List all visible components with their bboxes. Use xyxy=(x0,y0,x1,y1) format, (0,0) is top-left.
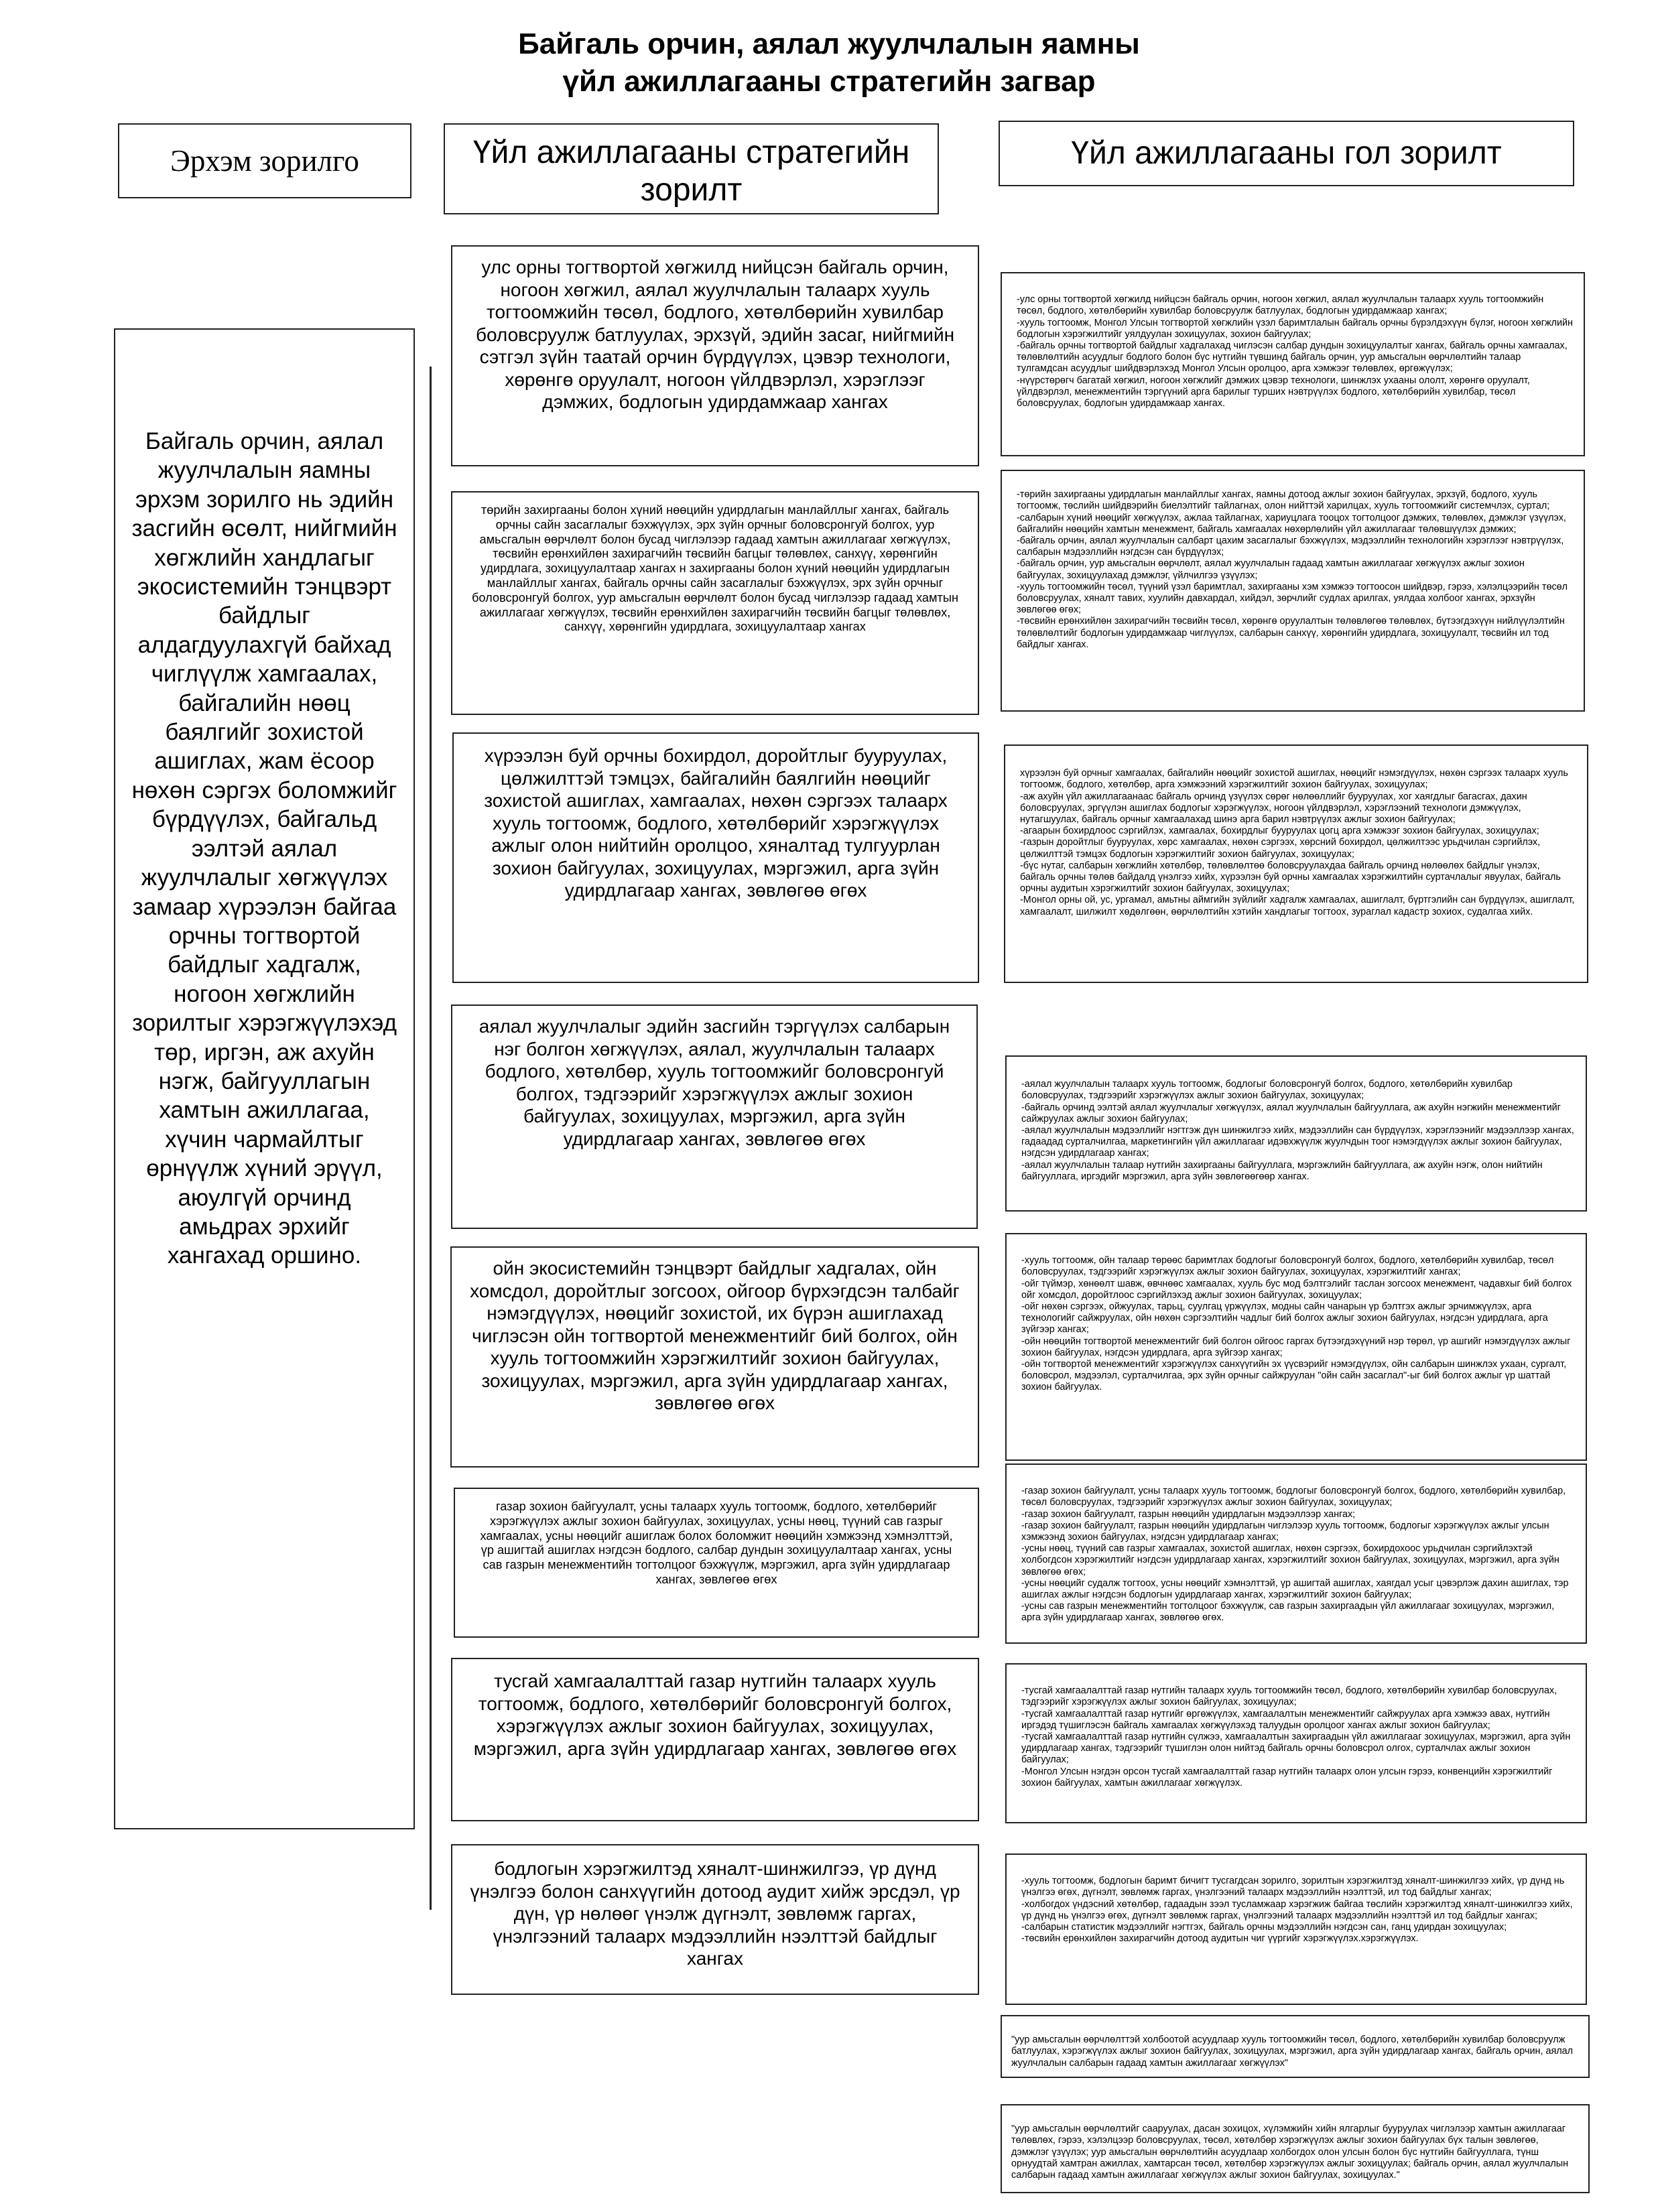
strategic-goal-box-7 xyxy=(451,1658,979,1821)
mission-header-label: Эрхэм зорилго xyxy=(170,144,359,178)
objective-text-5: -хууль тогтоомж, ойн талаар төрөөс баримтлах бодлогыг боловсронгуй болгох, бодлого, хөтөлбөрийн хувилбар, төсөл боловсруулах, тэдгээрийг хэрэгжүүлэх ажлыг зохион байгуулах, зохицуулах, хэрэгжилтийг хангах; -ойг түймэр, хөнөөлт шавж, өвчнөөс хамгаалах, хууль бус мод бэлтгэлийг таслан зогсоох менежмент, чадавхыг бий болгох ойг хомсдол, доройтлоос сэргийлэхэд ажлыг зохион байгуулах, зохицуулах; -ойг нөхөн сэргээх, ойжуулах, тарьц, суулгац үржүүлэх, модны сайн чанарын үр бэлтгэх ажлыг эрчимжүүлэх, арга технологийг сайжруулах, ойн нөхөн сэргээлтийн чадлыг бий болгох ажлыг зохион байгуулах, нэгдсэн удирдлага, арга зүйгээр хангах; -ойн нөөцийн тогтвортой менежментийг бий болгон ойгоос гаргах бүтээгдэхүүний нэр төрөл, үр ашгийг нэмэгдүүлэх ажлыг зохион байгуулах, нэгдсэн удирдлага, арга зүйгээр хангах; -ойн тогтвортой менежментийг хэрэгжүүлэх санхүүгийн эх үүсвэрийг нэмэгдүүлэх, ойн салбарын шинжлэх ухаан, сургалт, боловсрол, мэдээлэл, сурталчилгаа, эрх зүйн орчныг сайжруулан "ойн сайн засаглал"-ыг бий болгох ажлыг үр шаттай зохион байгуулах. xyxy=(1021,1255,1572,1393)
objective-text-6: -газар зохион байгуулалт, усны талаарх хууль тогтоомж, бодлогыг боловсронгуй болгох, бодлого, хөтөлбөрийн хувилбар, төсөл боловсруулах, тэдгээрийг хэрэгжүүлэх ажлыг зохион байгуулах, зохицуулах; -газар зохион байгуулалт, газрын нөөцийн удирдлагын мэдээллээр хангах; -газар зохион байгуулалт, газрын нөөцийн удирдлагын чиглэлээр хууль тогтоомж, бодлогыг хэрэгжүүлэх ажлыг улсын хэмжээнд зохион байгуулах, нэгдсэн удирдлагаар хангах; -усны нөөц, түүний сав газрыг хамгаалах, зохистой ашиглах, нөхөн сэргээх, бохирдохоос урьдчилан сэргийлэхтэй холбогдсон хэрэгжилтийг нэгдсэн удирдлагаар хангах, хэрэгжилтийг зохион байгуулах, зохицуулах, мэргэжил, арга зүйн зөвлөгөө өгөх; -усны нөөцийг судалж тогтоох, усны нөөцийг хэмнэлттэй, үр ашигтай ашиглах, хаягдал усыг цэвэрлэж дахин ашиглах, тэр ашиглах ажлыг нэгдсэн бодлогын удирдлагаар хангах, хэрэгжилтийг зохион байгуулах; -усны сав газрын менежментийн тогтолцоог бэхжүүлж, сав газрын захиргаадын үйл ажиллагааг зохицуулах, мэргэжил, арга зүйн удирдлагаар хангах, зөвлөгөө өгөх. xyxy=(1021,1486,1569,1624)
objective-box-6 xyxy=(1005,1463,1587,1644)
mission-statement-text: Байгаль орчин, аялал жуулчлалын яамны эрхэм зорилго нь эдийн засгийн өсөлт, нийгмийн хөгжлийн хандлагыг экосистемийн тэнцвэрт байдлыг алдагдуулахгүй байхад чиглүүлж хамгаалах, байгалийн нөөц баялгийг зохистой ашиглах, жам ёсоор нөхөн сэргэх боломжийг бүрдүүлэх, байгальд ээлтэй аялал жуулчлалыг хөгжүүлэх замаар хүрээлэн байгаа орчны тогтвортой байдлыг хадгалж, ногоон хөгжлийн зорилтыг хэрэгжүүлэхэд төр, иргэн, аж ахуйн нэгж, байгууллагын хамтын ажиллагаа, хүчин чармайлтыг өрнүүлж хүний эрүүл, аюулгүй орчинд амьдрах эрхийг хангахад оршино. xyxy=(131,428,397,1269)
climate-quote-text-2: "уур амьсгалын өөрчлөлтийг сааруулах, дасан зохицох, хүлэмжийн хийн ялгарлыг бууруулах чиглэлээр хамтын ажиллагааг төлөвлөх, гэрээ, хэлэлцээр боловсруулах, төсөл, хөтөлбөр хэрэгжүүлэх ажлыг зохион байгуулах бүх талын зөвлөгөө, дэмжлэг үзүүлэх; уур амьсгалын өөрчлөлтийн асуудлаар холбогдох олон улсын болон бүс нутгийн байгууллага, түнш орнуудтай хамтран ажиллах, хамтарсан төсөл, хөтөлбөр хэрэгжүүлэх ажлыг зохицуулах; байгаль орчин, аялал жуулчлалын салбарын гадаад хамтын ажиллагааг хөгжүүлэх ажлыг зохион байгуулах, зохицуулах." xyxy=(1011,2124,1569,2181)
strategic-goals-header xyxy=(444,123,939,214)
strategic-goal-text-8: бодлогын хэрэгжилтэд хяналт-шинжилгээ, үр дүнд үнэлгээ болон санхүүгийн дотоод аудит хийж эрсдэл, үр дүн, үр нөлөөг үнэлж дүгнэлт, зөвлөмж гаргах, үнэлгээний талаарх мэдээллийн нээлттэй байдлыг хангах xyxy=(470,1858,960,1969)
strategic-goal-box-6 xyxy=(454,1488,979,1638)
objectives-header-label: Үйл ажиллагааны гол зорилт xyxy=(1071,135,1502,171)
strategic-goal-box-2 xyxy=(451,491,979,715)
objective-box-5 xyxy=(1005,1233,1587,1461)
objective-box-3 xyxy=(1004,744,1588,983)
strategic-goals-header-label: Үйл ажиллагааны стратегийн зорилт xyxy=(472,135,910,208)
mission-header xyxy=(118,123,411,198)
objective-text-7: -тусгай хамгаалалттай газар нутгийн талаарх хууль тогтоомжийн төсөл, бодлого, хөтөлбөрийн хувилбар боловсруулах, тэдгээрийг хэрэгжүүлэх ажлыг зохион байгуулах, зохицуулах; -тусгай хамгаалалттай газар нутгийг өргөжүүлэх, хамгаалалтын менежментийг сайжруулах арга хэмжээ авах, нутгийн иргэдэд түшиглэсэн байгаль хамгаалах хөгжүүлэхэд талуудын оролцоог хангах ажлыг зохион байгуулах; -тусгай хамгаалалттай газар нутгийн сүлжээ, хамгаалалтын захиргаадын үйл ажиллагааг зохицуулах, мэргэжил, арга зүйн удирдлагаар хангах, тэдгээрийг түшиглэн олон нийтэд байгаль орчны боловсрол олгох, сурталчлах ажлыг зохион байгуулах; -Монгол Улсын нэгдэн орсон тусгай хамгаалалттай газар нутгийн талаарх олон улсын гэрээ, конвенцийн хэрэгжилтийг зохион байгуулах, хамтын ажиллагааг хөгжүүлэх. xyxy=(1021,1685,1571,1788)
objective-text-1: -улс орны тогтвортой хөгжилд нийцсэн байгаль орчин, ногоон хөгжил, аялал жуулчлалын талаарх хууль тогтоомжийн төсөл, бодлого, хөтөлбөрийн хувилбар боловсруулж батлуулах, бодлогын удирдамжаар хангах; -хууль тогтоомж, Монгол Улсын тогтвортой хөгжлийн үзэл баримтлалын байгаль орчны бүрэлдэхүүн бүлэг, ногоон хөгжлийн бодлогын хэрэгжилтийг уялдуулан зохицуулах, зохион байгуулах; -байгаль орчны тогтвортой байдлыг хадгалахад чиглэсэн салбар дундын зохицуулалтыг хангах, байгаль орчны хамгаалах, төлөвлөлтийн асуудлыг бодлого болон бүс нутгийн түвшинд байгаль орчин, уур амьсгалын өөрчлөлтийн талаар тулгамдсан асуудлыг шийдвэрлэхэд Монгол Улсын оролцоо, арга хэмжээг төлөвлөх, өргөжүүлэх; -нүүрстөрөгч багатай хөгжил, ногоон хөгжлийг дэмжих цэвэр технологи, шинжлэх ухааны ололт, хөрөнгө оруулалт, үйлдвэрлэл, менежментийн тэргүүний арга барилыг турших нэвтрүүлэх бодлого, хөтөлбөрийн хувилбар, төсөл боловсруулах, бодлогын удирдамжаар хангах. xyxy=(1017,294,1573,409)
strategic-goal-text-1: улс орны тогтвортой хөгжилд нийцсэн байгаль орчин, ногоон хөгжил, аялал жуулчлалын талаарх хууль тогтоомжийн төсөл, бодлого, хөтөлбөрийн хувилбар боловсруулж батлуулах, эрхзүй, эдийн засаг, нийгмийн сэтгэл зүйн таатай орчин бүрдүүлэх, цэвэр технологи, хөрөнгө оруулалт, ногоон үйлдвэрлэл, хэрэглээг дэмжих, бодлогын удирдамжаар хангах xyxy=(475,257,955,412)
objective-text-8: -хууль тогтоомж, бодлогын баримт бичигт тусгагдсан зорилго, зорилтын хэрэгжилтэд хяналт-шинжилгээ хийх, үр дүнд нь үнэлгээ өгөх, дүгнэлт, зөвлөмж гаргах, үнэлгээний талаарх мэдээллийн нээлттэй, ил тод байдлыг хангах; -холбогдох үндэсний хөтөлбөр, гадаадын зээл тусламжаар хэрэгжиж байгаа төслийн хэрэгжилтэд хяналт-шинжилгээ хийх, үр дүнд нь үнэлгээ өгөх, дүгнэлт зөвлөмж гаргах, үнэлгээний талаарх мэдээллийн нээлттэй ил тод байдлыг хангах; -салбарын статистик мэдээллийг нэгтгэх, байгаль орчны мэдээллийн нэгдсэн сан, ганц удирдан зохицуулах; -төсвийн ерөнхийлөн захирагчийн дотоод аудитын чиг үүргийг хэрэгжүүлэх.хэрэгжүүлэх. xyxy=(1021,1876,1573,1945)
strategic-goal-text-4: аялал жуулчлалыг эдийн засгийн тэргүүлэх салбарын нэг болгон хөгжүүлэх, аялал, жуулчлалын талаарх бодлого, хөтөлбөр, хууль тогтоомжийг боловсронгуй болгох, тэдгээрийг хэрэгжүүлэх ажлыг зохион байгуулах, зохицуулах, мэргэжил, арга зүйн удирдлагаар хангах, зөвлөгөө өгөх xyxy=(479,1016,950,1149)
page-title-line-1: Байгаль орчин, аялал жуулчлалын яамны xyxy=(518,27,1140,60)
strategic-goal-box-5 xyxy=(450,1246,979,1468)
strategic-goal-text-3: хүрээлэн буй орчны бохирдол, доройтлыг бууруулах, цөлжилттэй тэмцэх, байгалийн баялгийн нөөцийг зохистой ашиглах, хамгаалах, нөхөн сэргээх талаарх хууль тогтоомж, бодлого, хөтөлбөрийг хэрэгжүүлэх ажлыг олон нийтийн оролцоо, хяналтад тулгуурлан зохион байгуулах, зохицуулах, мэргэжил, арга зүйн удирдлагаар хангах, зөвлөгөө өгөх xyxy=(484,745,948,901)
strategic-goal-box-4 xyxy=(451,1004,978,1229)
objective-text-3: хүрээлэн буй орчныг хамгаалах, байгалийн нөөцийг зохистой ашиглах, нөөцийг нэмэгдүүлэх, нөхөн сэргээх талаарх хууль тогтоомж, бодлого, хөтөлбөр, арга хэмжээний хэрэгжилтийг зохион байгуулах, зохицуулах; -аж ахуйн үйл ажиллагаанаас байгаль орчинд үзүүлэх сөрөг нөлөөллийг бууруулах, хог хаягдлыг багасгах, дахин боловсруулах, эргүүлэн ашиглах бодлогыг хэрэгжүүлэх, ногоон үйлдвэрлэл, хэрэглээний технологи дэмжүүлэх, нутагшуулах, байгаль орчныг хамгаалахад шинэ арга барил нэвтрүүлэх ажлыг зохион байгуулах; -агаарын бохирдлоос сэргийлэх, хамгаалах, бохирдлыг бууруулах цогц арга хэмжээг зохион байгуулах, зохицуулах; -газрын доройтлыг бууруулах, хөрс хамгаалах, нөхөн сэргээх, хөрсний бохирдол, цөлжилтээс урьдчилан сэргийлэх, цөлжилттэй тэмцэх бодлогын хэрэгжилтийг зохион байгуулах, зохицуулах; -бүс нутаг, салбарын хөгжлийн хөтөлбөр, төлөвлөлтөө боловсруулахдаа байгаль орчинд нөлөөлөх байдлыг үнэлэх, байгаль орчны төлөв байдалд үнэлгээ хийх, хүрээлэн буй орчны хамгаалах хэрэгжилтийн суртачлалыг явуулах, байгаль орчны аудитын хэрэгжилтийг зохион байгуулах, зохицуулах; -Монгол орны ой, ус, ургамал, амьтны аймгийн зүйлийг хадгалж хамгаалах, ашиглалт, бүртгэлийн сан бүрдүүлэх, ашиглалт, хамгаалалт, шилжилт хөдөлгөөн, өөрчлөлтийн хэтийн хандлагыг тогтоох, зураглал кадастр зохиох, судалгаа хийх. xyxy=(1020,768,1575,917)
strategic-goal-text-5: ойн экосистемийн тэнцвэрт байдлыг хадгалах, ойн хомсдол, доройтлыг зогсоох, ойгоор бүрхэгдсэн талбайг нэмэгдүүлэх, нөөцийг зохистой, их бүрэн ашиглахад чиглэсэн ойн тогтвортой менежментийг бий болгох, ойн хууль тогтоомжийн хэрэгжилтийг зохион байгуулах, зохицуулах, мэргэжил, арга зүйн удирдлагаар хангах, зөвлөгөө өгөх xyxy=(470,1258,960,1413)
strategic-goal-box-8 xyxy=(451,1844,979,1995)
objective-box-4 xyxy=(1005,1055,1587,1212)
climate-quote-text-1: "уур амьсгалын өөрчлөлттэй холбоотой асуудлаар хууль тогтоомжийн төсөл, бодлого, хөтөлбөрийн хувилбар боловсруулж батлуулах, хэрэгжүүлэх ажлыг зохион байгуулах, зохицуулах, мэргэжил, арга зүйн удирдлагаар хангах, байгаль орчин, аялал жуулчлалын салбарын гадаад хамтын ажиллагааг хөгжүүлэх" xyxy=(1011,2034,1574,2069)
strategic-goal-box-3 xyxy=(452,732,979,983)
climate-quote-box-1 xyxy=(1001,2015,1590,2078)
objective-box-8 xyxy=(1005,1853,1587,2005)
strategic-goal-text-7: тусгай хамгаалалттай газар нутгийн талаарх хууль тогтоомж, бодлого, хөтөлбөрийг боловсронгуй болгох, хэрэгжүүлэх ажлыг зохион байгуулах, зохицуулах, мэргэжил, арга зүйн удирдлагаар хангах, зөвлөгөө өгөх xyxy=(473,1671,957,1759)
objective-box-2 xyxy=(1001,470,1585,712)
page-title xyxy=(0,25,1658,101)
objective-box-1 xyxy=(1001,272,1585,456)
strategic-goal-text-2: төрийн захиргааны болон хүний нөөцийн удирдлагын манлайллыг хангах, байгаль орчны сайн засаглалыг бэхжүүлэх, эрх зүйн орчныг боловсронгуй болгох, уур амьсгалын өөрчлөлт болон бусад чиглэлээр гадаад хамтын ажиллагааг хөгжүүлэх, төсвийн ерөнхийлөн захирагчийн төсвийн багцыг төлөвлөх, санхүү, хөрөнгийн удирдлага, зохицуулалтаар хангах н захиргааны болон хүний нөөцийн удирдлагын манлайллыг хангах, байгаль орчны сайн засаглалыг бэхжүүлэх, эрх зүйн орчныг боловсронгуй болгох, уур амьсгалын өөрчлөлт болон бусад чиглэлээр гадаад хамтын ажиллагааг хөгжүүлэх, төсвийн ерөнхийлөн захирагчийн төсвийн багцыг төлөвлөх, санхүү, хөрөнгийн удирдлага, зохицуулалтаар хангах xyxy=(472,503,958,634)
mission-statement-box xyxy=(114,328,415,1829)
objective-text-4: -аялал жуулчлалын талаарх хууль тогтоомж, бодлогыг боловсронгуй болгох, бодлого, хөтөлбөрийн хувилбар боловсруулах, тэдгээрийг хэрэгжүүлэх ажлыг зохион байгуулах, зохицуулах; -байгаль орчинд ээлтэй аялал жуулчлалыг хөгжүүлэх, аялал жуулчлалын байгууллага, аж ахуйн нэгжийн менежментийг сайжруулах ажлыг зохион байгуулах; -аялал жуулчлалын мэдээллийг нэгтгэж дүн шинжилгээ хийх, мэдээллийн сан бүрдүүлэх, хэрэглээнийг мэдээллээр хангах, гадаадад сурталчилгаа, маркетингийн үйл ажиллагааг идэвхжүүлж жуулчдын тоог нэмэгдүүлэх ажлыг зохион байгуулах, нэгдсэн удирдлагаар хангах; -аялал жуулчлалын талаар нутгийн захиргааны байгууллага, мэргэжлийн байгууллага, аж ахуйн нэгж, олон нийтийн байгууллага, иргэдийг мэргэжил, арга зүйн зөвлөгөөгөөр хангах. xyxy=(1021,1079,1574,1182)
strategic-goal-box-1 xyxy=(451,245,979,466)
objective-text-2: -төрийн захиргааны удирдлагын манлайллыг хангах, яамны дотоод ажлыг зохион байгуулах, эрхзүй, бодлого, хууль тогтоомж, төслийн шийдвэрийн биелэлтийг тайлагнах, олон нийттэй харилцах, хууль тогтоомжийг системчлэх, суртал; -салбарын хүний нөөцийг хөгжүүлэх, ажлаа тайлагнах, хариуцлага тооцох тогтолцоог дэмжих, төлөвлөх, дэмжлэг үзүүлэх, байгалийн нөөцийн хамтын менежмент, байгаль хамгаалах нөхөрлөлийн үйл ажиллагааг төлөвшүүлэх дэмжих; -байгаль орчин, аялал жуулчлалын салбарт цахим засаглалыг бэхжүүлэх, мэдээллийн технологийн хэрэглээг нэвтрүүлэх, салбарын мэдээллийн нэгдсэн сан бүрдүүлэх; -байгаль орчин, уур амьсгалын өөрчлөлт, аялал жуулчлалын гадаад хамтын ажиллагааг хөгжүүлэх ажлыг зохион байгуулах, зохицуулахад дэмжлэг, үйлчилгээ үзүүлэх; -хууль тогтоомжийн төсөл, түүний үзэл баримтлал, захиргааны хэм хэмжээ тогтоосон шийдвэр, гэрээ, хэлэлцээрийн төсөл боловсруулах, хяналт тавих, хуулийн давхардал, хийдэл, зөрчлийг судлах арилгах, уялдаа холбоог хангах, эрхзүйн зөвлөгөө өгөх; -төсвийн ерөнхийлөн захирагчийн төсвийн төсөл, хөрөнгө оруулалтын төлөвлөгөө төлөвлөх, бүтээгдэхүүн нийлүүлэлтийн төлөвлөлтийг бодлогын удирдамжаар чиглүүлэх, салбарын санхүү, хөрөнгийн удирдлага, зохицуулалт, төсвийн ил тод байдлыг хангах. xyxy=(1017,489,1568,650)
objective-box-7 xyxy=(1005,1663,1587,1823)
objectives-header xyxy=(999,121,1574,186)
page-title-line-2: үйл ажиллагааны стратегийн загвар xyxy=(562,65,1096,98)
strategic-goal-text-6: газар зохион байгуулалт, усны талаарх хууль тогтоомж, бодлого, хөтөлбөрийг хэрэгжүүлэх ажлыг зохион байгуулах, зохицуулах, усны нөөц, түүний сав газрыг хамгаалах, усны нөөцийг ашиглаж болох боломжит нөөцийн хэмжээнд хэмнэлттэй, үр ашигтай ашиглах нэгдсэн бодлого, салбар дундын зохицуулалтаар хангах, усны сав газрын менежментийн тогтолцоог бэхжүүлж, мэргэжил, арга зүйн удирдлагаар хангах, зөвлөгөө өгөх xyxy=(480,1500,953,1586)
climate-quote-box-2 xyxy=(1001,2104,1590,2193)
connector-line xyxy=(430,367,432,1910)
